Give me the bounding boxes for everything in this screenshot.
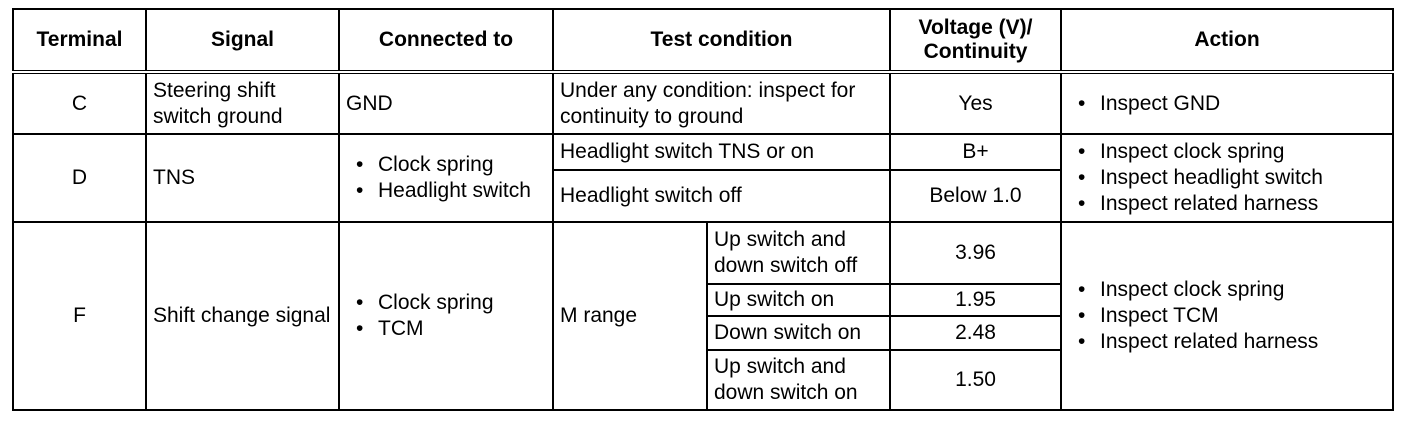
list-item: • Inspect related harness <box>1068 329 1386 355</box>
list-item: • Inspect TCM <box>1068 303 1386 329</box>
action-list <box>1068 277 1386 355</box>
header-row <box>13 9 1393 72</box>
list-item: • Inspect related harness <box>1068 191 1386 217</box>
test-condition-cell: Up switch and down switch on <box>707 350 890 410</box>
terminal-table-wrapper <box>12 8 1394 411</box>
header-terminal: Terminal <box>13 9 146 72</box>
test-condition-cell: Up switch and down switch off <box>707 222 890 284</box>
terminal-inspection-table <box>12 8 1394 411</box>
signal-cell: Shift change signal <box>146 222 339 410</box>
connected-to-list <box>346 152 546 204</box>
value-cell: 1.95 <box>890 284 1061 316</box>
test-condition-cell: Under any condition: inspect for continuity to ground <box>553 72 890 134</box>
signal-cell: TNS <box>146 134 339 222</box>
test-condition-cell: Headlight switch off <box>553 170 890 222</box>
action-cell <box>1061 222 1393 410</box>
value-cell: 2.48 <box>890 316 1061 350</box>
range-cell: M range <box>553 222 707 410</box>
list-item: • Clock spring <box>346 152 546 178</box>
connected-to-cell: GND <box>339 72 553 134</box>
value-cell: 3.96 <box>890 222 1061 284</box>
list-item: • Inspect headlight switch <box>1068 165 1386 191</box>
table-row-d <box>13 134 1393 170</box>
test-condition-cell: Down switch on <box>707 316 890 350</box>
test-condition-cell: Headlight switch TNS or on <box>553 134 890 170</box>
list-item: • Clock spring <box>346 290 546 316</box>
action-list <box>1068 139 1386 217</box>
header-test-condition: Test condition <box>553 9 890 72</box>
list-item: • TCM <box>346 316 546 342</box>
header-connected-to: Connected to <box>339 9 553 72</box>
connected-to-cell <box>339 134 553 222</box>
table-row-c <box>13 72 1393 134</box>
test-condition-cell: Up switch on <box>707 284 890 316</box>
list-item: • Inspect GND <box>1068 91 1386 117</box>
terminal-cell: F <box>13 222 146 410</box>
terminal-cell: D <box>13 134 146 222</box>
header-action: Action <box>1061 9 1393 72</box>
terminal-cell: C <box>13 72 146 134</box>
value-cell: B+ <box>890 134 1061 170</box>
connected-to-list <box>346 290 546 342</box>
header-signal: Signal <box>146 9 339 72</box>
action-cell <box>1061 134 1393 222</box>
action-cell <box>1061 72 1393 134</box>
list-item: • Headlight switch <box>346 178 546 204</box>
list-item: • Inspect clock spring <box>1068 277 1386 303</box>
action-list <box>1068 91 1386 117</box>
value-cell: Below 1.0 <box>890 170 1061 222</box>
connected-to-cell <box>339 222 553 410</box>
signal-cell: Steering shift switch ground <box>146 72 339 134</box>
value-cell: 1.50 <box>890 350 1061 410</box>
list-item: • Inspect clock spring <box>1068 139 1386 165</box>
value-cell: Yes <box>890 72 1061 134</box>
table-row-f <box>13 222 1393 284</box>
header-voltage-continuity: Voltage (V)/ Continuity <box>890 9 1061 72</box>
